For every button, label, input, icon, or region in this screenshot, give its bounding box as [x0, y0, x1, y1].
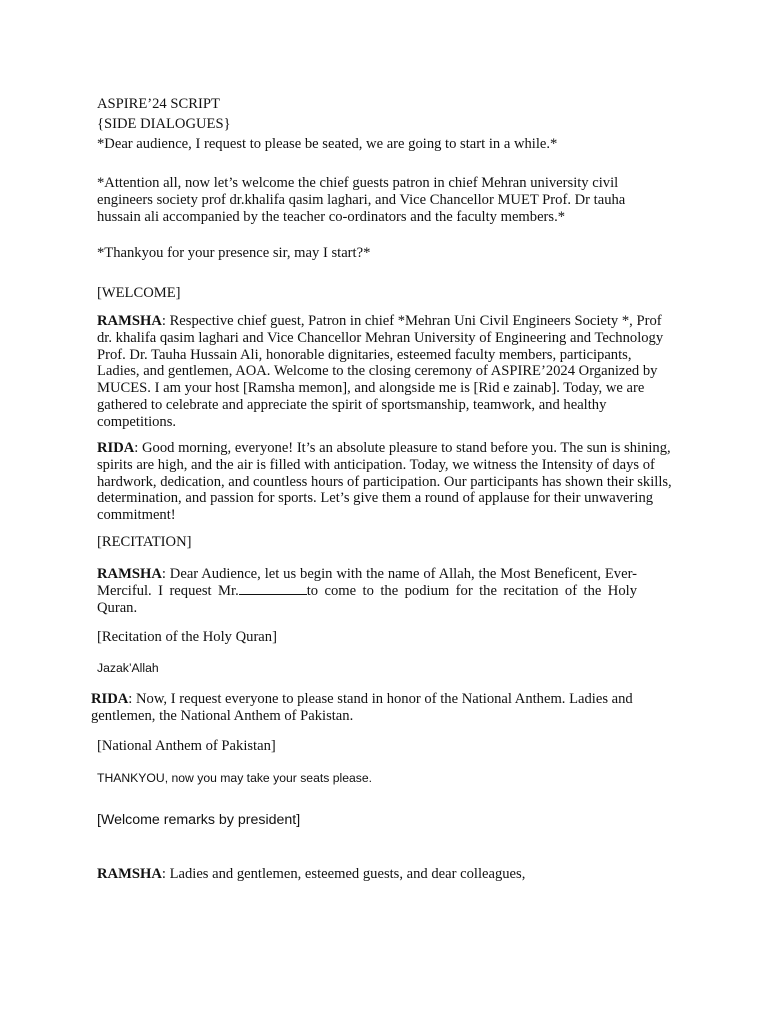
speaker-ramsha: RAMSHA — [97, 566, 162, 582]
speaker-rida: RIDA — [91, 691, 129, 707]
thankyou-sir: *Thankyou for your presence sir, may I start?* — [97, 245, 371, 261]
ramsha-recitation-paragraph — [97, 566, 637, 616]
rida-anthem-paragraph — [91, 691, 636, 725]
thankyou-seats-text: THANKYOU, now you may take your seats please. — [97, 771, 373, 785]
ramsha-welcome-paragraph — [97, 313, 675, 431]
rida-welcome-paragraph — [97, 440, 677, 524]
fill-in-blank — [239, 583, 307, 595]
jazakallah-text: Jazak’Allah — [97, 661, 159, 675]
heading-recitation: [RECITATION] — [97, 534, 192, 550]
heading-president-remarks: [Welcome remarks by president] — [97, 812, 301, 828]
ramsha-closing-line — [97, 866, 525, 883]
seated-request: *Dear audience, I request to please be seated, we are going to start in a while.* — [97, 136, 558, 152]
attention-paragraph: *Attention all, now let’s welcome the chief guests patron in chief Mehran university civil engineers society prof dr.khalifa qasim laghari, and Vice Chancellor MUET Prof. Dr tauha hussain ali accompanied by the teacher co-ordinators and the faculty members.* — [97, 175, 626, 225]
heading-anthem: [National Anthem of Pakistan] — [97, 738, 276, 754]
speaker-ramsha: RAMSHA — [97, 313, 162, 329]
rida-anthem-text: : Now, I request everyone to please stand in honor of the National Anthem. Ladies and gentlemen, the National Anthem of Pakistan. — [91, 691, 633, 724]
rida-welcome-text: : Good morning, everyone! It’s an absolute pleasure to stand before you. The sun is shining, spirits are high, and the air is filled with anticipation. Today, we witness the Intensity of days of hardwork, dedication, and countless hours of participation. Our participants has shown their skills, determination, and passion for sports. Let’s give them a round of applause for their unwavering commitment! — [97, 440, 672, 524]
ramsha-recitation-text-a: : Dear Audience, let us begin with the name of Allah, the Most Beneficent, Ever- Merciful. I request Mr. — [97, 566, 637, 599]
ramsha-welcome-text: : Respective chief guest, Patron in chief *Mehran Uni Civil Engineers Society *, Prof dr. khalifa qasim laghari and Vice Chancellor Mehran University of Engineering and Technology Prof. Dr. Tauha Hussain Ali, honorable dignitaries, esteemed faculty members, participants, Ladies, and gentlemen, AOA. Welcome to the closing ceremony of ASPIRE’2024 Organized by MUCES. I am your host [Ramsha memon], and alongside me is [Rid e zainab]. Today, we are gathered to celebrate and appreciate the spirit of sportsmanship, teamwork, and healthy competitions. — [97, 313, 664, 430]
heading-welcome: [WELCOME] — [97, 285, 181, 301]
speaker-rida: RIDA — [97, 440, 135, 456]
speaker-ramsha: RAMSHA — [97, 866, 162, 882]
heading-recitation-quran: [Recitation of the Holy Quran] — [97, 629, 277, 645]
doc-subtitle: {SIDE DIALOGUES} — [97, 116, 231, 132]
ramsha-closing-text: : Ladies and gentlemen, esteemed guests, and dear colleagues, — [161, 866, 526, 882]
doc-title: ASPIRE’24 SCRIPT — [97, 96, 220, 112]
ramsha-recitation-text-b: to come to the podium for the recitation of the Holy Quran. — [97, 582, 637, 616]
